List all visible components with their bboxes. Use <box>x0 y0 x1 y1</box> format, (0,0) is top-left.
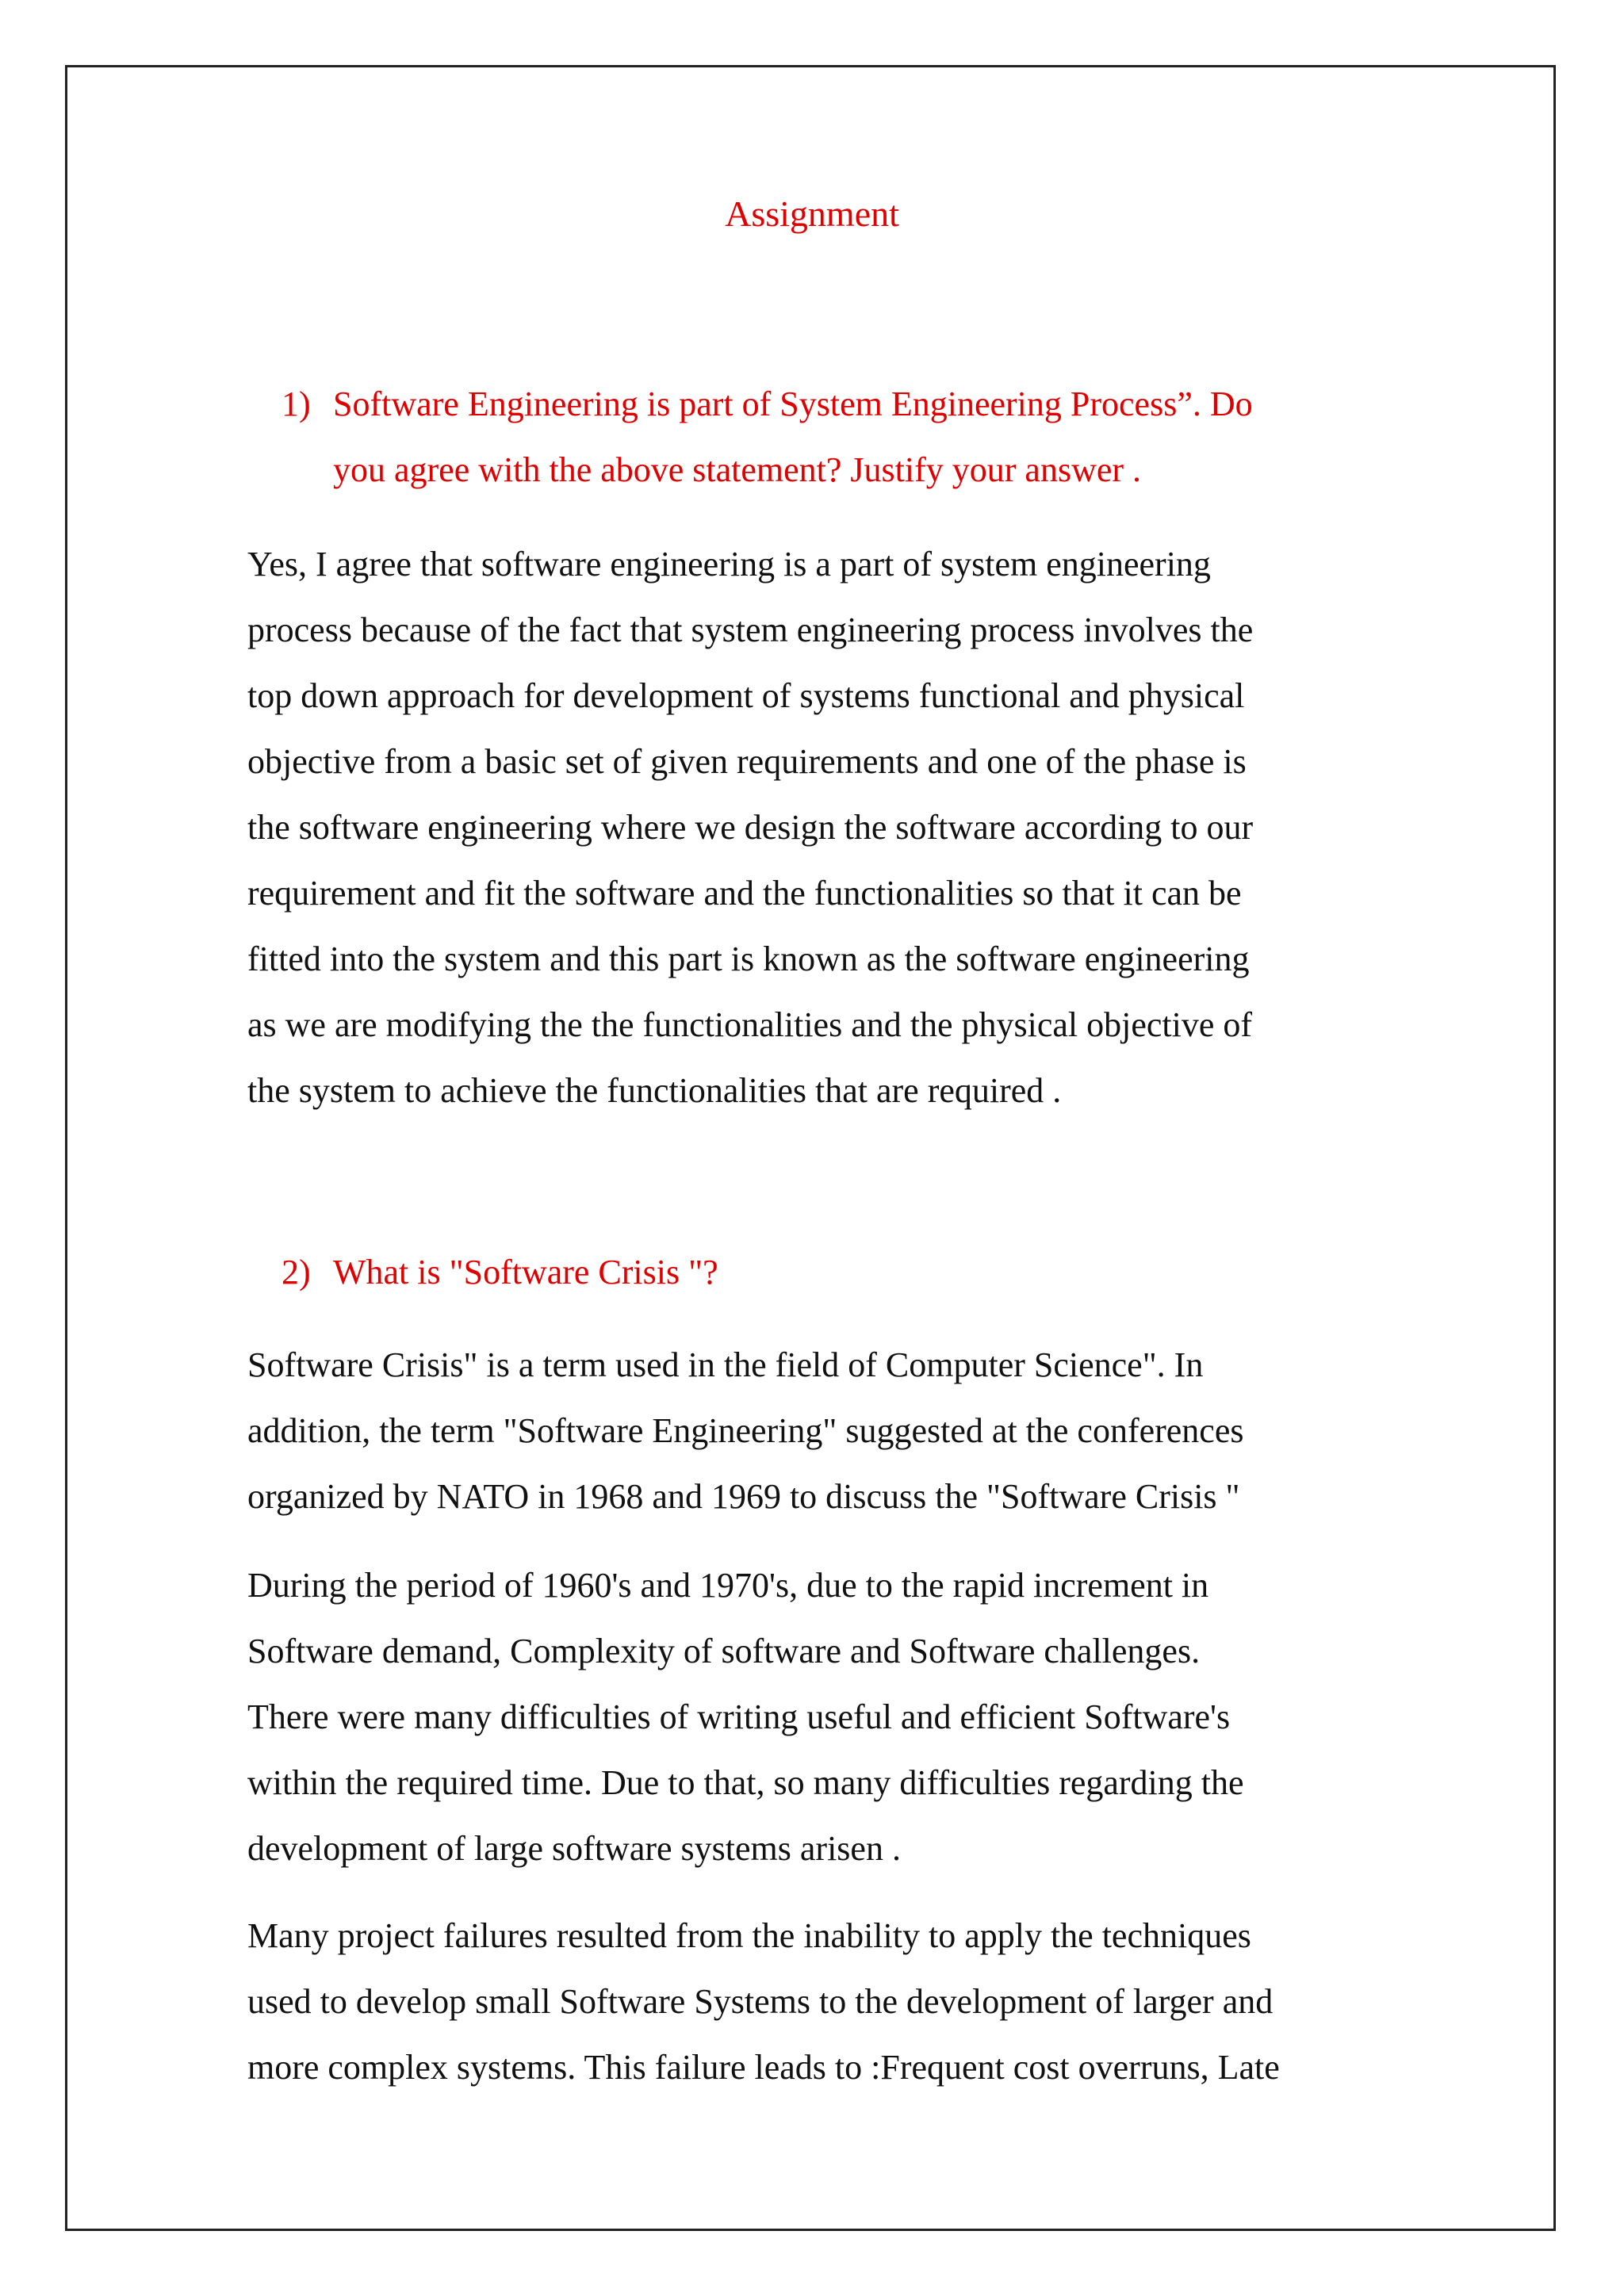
answer-2-line: There were many difficulties of writing useful and efficient Software's <box>247 1697 1231 1736</box>
document-title: Assignment <box>725 193 899 234</box>
answer-2-paragraph-2 <box>247 1552 1389 1881</box>
question-1 <box>282 371 1408 503</box>
answer-2-line: more complex systems. This failure leads to :Frequent cost overruns, Late <box>247 2048 1280 2087</box>
answer-2-line: within the required time. Due to that, so many difficulties regarding the <box>247 1763 1244 1802</box>
question-2 <box>282 1239 1408 1305</box>
answer-2-paragraph-3 <box>247 1903 1389 2100</box>
answer-1-line: objective from a basic set of given requirements and one of the phase is <box>247 742 1247 781</box>
answer-2-line: addition, the term "Software Engineering" suggested at the conferences <box>247 1411 1244 1450</box>
answer-1-line: as we are modifying the the functionalities and the physical objective of <box>247 1005 1253 1044</box>
answer-2-paragraph-1 <box>247 1332 1389 1529</box>
answer-1-line: fitted into the system and this part is known as the software engineering <box>247 939 1250 978</box>
question-1-line: Software Engineering is part of System Engineering Process”. Do <box>333 385 1253 423</box>
answer-1-line: the system to achieve the functionalities that are required . <box>247 1071 1062 1110</box>
answer-1-line: top down approach for development of systems functional and physical <box>247 676 1245 715</box>
answer-1-paragraph <box>247 531 1389 1123</box>
answer-2-line: Software Crisis" is a term used in the field of Computer Science". In <box>247 1345 1204 1384</box>
answer-1-line: the software engineering where we design the software according to our <box>247 808 1254 847</box>
question-1-line: you agree with the above statement? Justify your answer . <box>333 450 1142 489</box>
answer-2-line: Software demand, Complexity of software and Software challenges. <box>247 1632 1201 1670</box>
answer-2-line: During the period of 1960's and 1970's, due to the rapid increment in <box>247 1566 1209 1605</box>
answer-2-line: Many project failures resulted from the inability to apply the techniques <box>247 1916 1251 1955</box>
question-2-line: What is "Software Crisis "? <box>333 1253 718 1292</box>
question-1-number: 1) <box>282 385 311 423</box>
answer-1-line: process because of the fact that system engineering process involves the <box>247 610 1254 649</box>
answer-1-line: requirement and fit the software and the functionalities so that it can be <box>247 874 1242 913</box>
answer-2-line: development of large software systems arisen . <box>247 1829 901 1868</box>
answer-1-line: Yes, I agree that software engineering is a part of system engineering <box>247 545 1211 584</box>
answer-2-line: used to develop small Software Systems to the development of larger and <box>247 1982 1274 2021</box>
answer-2-line: organized by NATO in 1968 and 1969 to discuss the "Software Crisis " <box>247 1477 1240 1516</box>
question-2-number: 2) <box>282 1253 311 1292</box>
